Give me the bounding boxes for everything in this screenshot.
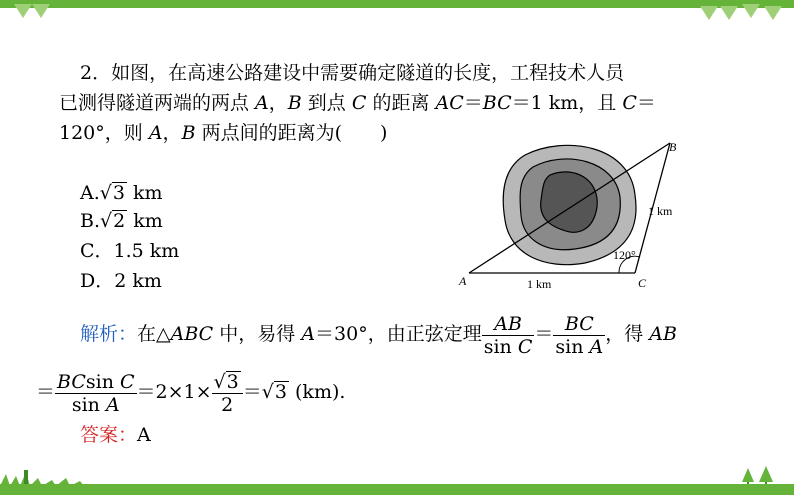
text: ＝2×1× bbox=[136, 381, 212, 403]
label-angle: 120° bbox=[613, 248, 636, 262]
unit: km bbox=[127, 210, 163, 232]
var-abc: ABC bbox=[170, 323, 214, 345]
var-bc: BC bbox=[482, 92, 512, 114]
text: 的距离 bbox=[366, 92, 436, 114]
text: 在△ bbox=[137, 323, 171, 345]
question-line-1: 2．如图，在高速公路建设中需要确定隧道的长度，工程技术人员 bbox=[80, 62, 625, 84]
text: (km). bbox=[288, 381, 346, 403]
answer-label: 答案： bbox=[80, 424, 138, 446]
text: 两点间的距离为( ) bbox=[195, 122, 388, 144]
fraction-sqrt3-over-2 bbox=[212, 371, 243, 416]
radicand: 3 bbox=[112, 182, 125, 204]
var-a: A bbox=[105, 393, 120, 416]
var-c: C bbox=[351, 92, 367, 114]
denominator bbox=[482, 336, 535, 358]
text: ＝ bbox=[242, 381, 262, 403]
var-ac: AC bbox=[435, 92, 464, 114]
option-a: A.√3 km bbox=[80, 182, 163, 204]
text: 中，易得 bbox=[213, 323, 302, 345]
var-b: B bbox=[181, 122, 196, 144]
numerator: BC bbox=[553, 313, 605, 336]
option-b: B.√2 km bbox=[80, 210, 163, 232]
text: ＝ bbox=[636, 92, 656, 114]
label-c: C bbox=[638, 276, 647, 290]
var-a: A bbox=[255, 92, 269, 114]
text: ＝30°，由正弦定理 bbox=[315, 323, 482, 345]
solution-line-2: ＝ $\frac{\text{BCsin C}}{\text{sin A}}$ ＝2×1× $\frac{√3}{2}$ ＝√3 (km). bbox=[36, 370, 346, 416]
top-left-triangle-decor bbox=[32, 4, 50, 18]
label-b: B bbox=[669, 140, 677, 154]
denominator bbox=[553, 336, 605, 358]
text: ， bbox=[268, 92, 288, 114]
radicand: 2 bbox=[113, 210, 126, 232]
answer-value: A bbox=[137, 424, 151, 446]
question-line-3 bbox=[59, 120, 387, 147]
top-right-triangle-decor bbox=[720, 6, 738, 20]
var-a: A bbox=[148, 122, 163, 144]
var-c: C bbox=[517, 335, 533, 358]
denominator: 2 bbox=[221, 393, 234, 416]
text: sin bbox=[555, 335, 590, 358]
unit: km bbox=[126, 182, 163, 204]
text: sin bbox=[85, 370, 120, 393]
text: 到点 bbox=[301, 92, 352, 114]
var-bc: BC bbox=[57, 370, 86, 393]
text: sin bbox=[483, 335, 518, 358]
top-right-triangle-decor bbox=[700, 6, 718, 20]
option-label: B. bbox=[80, 210, 101, 232]
text: ， bbox=[162, 122, 182, 144]
answer-line bbox=[80, 422, 151, 449]
tunnel-triangle-figure bbox=[455, 135, 695, 295]
var-a: A bbox=[301, 323, 316, 345]
top-left-triangle-decor bbox=[14, 4, 32, 18]
var-ab: AB bbox=[649, 323, 677, 345]
radicand: 3 bbox=[274, 381, 287, 403]
label-a: A bbox=[459, 274, 467, 288]
radicand: 3 bbox=[226, 370, 239, 393]
var-b: B bbox=[287, 92, 302, 114]
label-bc-length: 1 km bbox=[648, 204, 673, 218]
option-label: A. bbox=[80, 182, 100, 204]
var-a: A bbox=[589, 335, 604, 358]
top-border-bar bbox=[0, 0, 794, 8]
text: 120°，则 bbox=[59, 122, 149, 144]
text: ＝ bbox=[534, 323, 554, 345]
fraction-bc-over-sina bbox=[553, 313, 605, 358]
text: sin bbox=[71, 393, 106, 416]
text: ＝ bbox=[463, 92, 483, 114]
text: ＝1 km，且 bbox=[511, 92, 623, 114]
top-right-triangle-decor bbox=[764, 6, 782, 20]
solution-label: 解析： bbox=[80, 323, 138, 345]
fraction-bcsinc-over-sina bbox=[55, 371, 137, 416]
numerator bbox=[55, 371, 137, 394]
denominator bbox=[55, 394, 137, 416]
numerator: √3 bbox=[212, 371, 243, 394]
text: 已测得隧道两端的两点 bbox=[59, 92, 256, 114]
solution-line-1 bbox=[80, 310, 677, 358]
mountain-inner bbox=[541, 172, 598, 232]
bottom-border-bar bbox=[0, 484, 794, 495]
fraction-ab-over-sinc bbox=[482, 313, 535, 358]
numerator: AB bbox=[482, 313, 535, 336]
top-right-triangle-decor bbox=[742, 4, 760, 18]
option-c: C．1.5 km bbox=[80, 240, 180, 262]
label-ac-length: 1 km bbox=[527, 277, 552, 291]
option-d: D．2 km bbox=[80, 270, 162, 292]
var-c: C bbox=[622, 92, 637, 114]
var-c: C bbox=[119, 370, 135, 393]
text: ，得 bbox=[605, 323, 650, 345]
text: ＝ bbox=[36, 381, 56, 403]
question-line-2 bbox=[59, 90, 656, 117]
